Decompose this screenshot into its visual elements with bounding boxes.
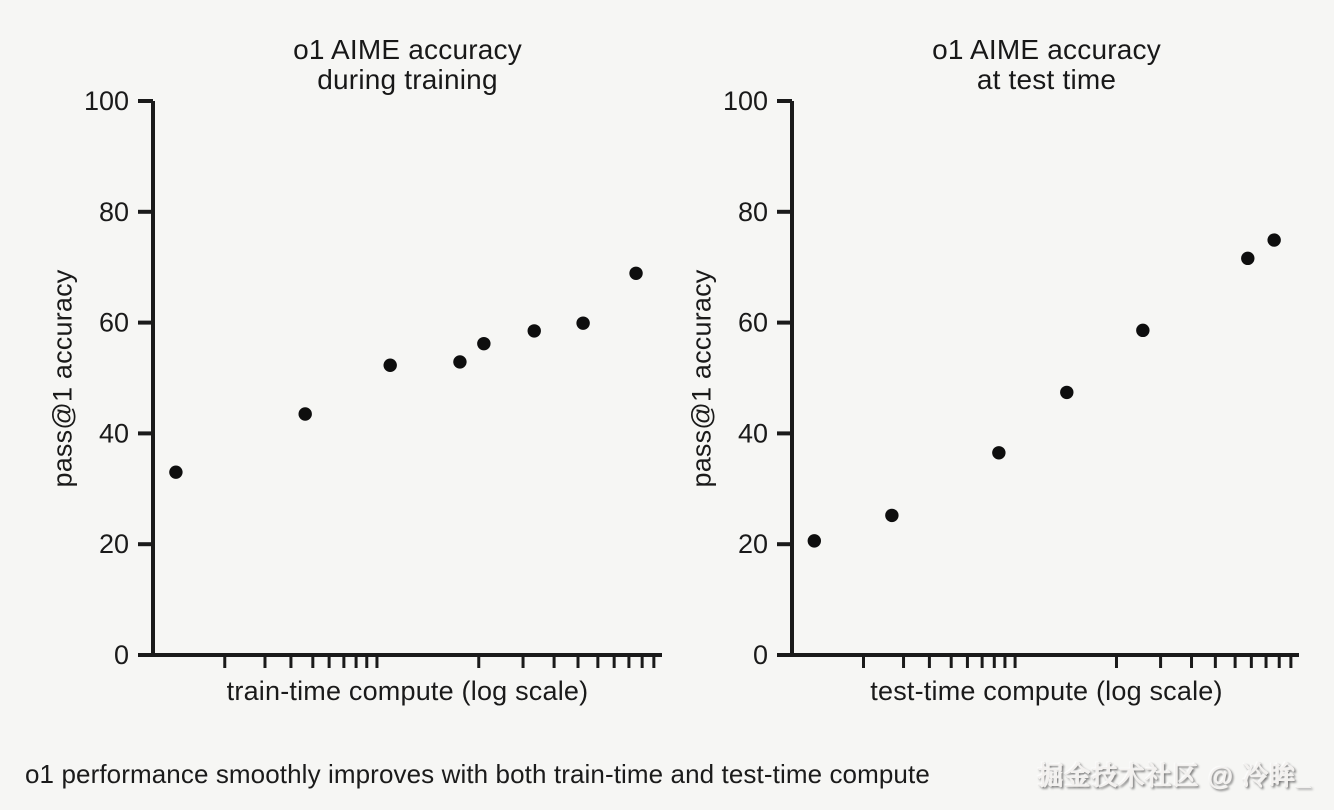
data-point xyxy=(885,509,898,522)
data-point xyxy=(992,446,1005,459)
chart-title-test xyxy=(792,35,1301,95)
y-tick-label: 40 xyxy=(98,418,129,449)
data-point xyxy=(169,465,182,478)
x-axis-label-test: test-time compute (log scale) xyxy=(870,676,1223,706)
chart-title-line: during training xyxy=(317,64,498,95)
y-tick-label: 60 xyxy=(737,307,768,338)
plot-train-time xyxy=(84,86,662,670)
y-tick-label: 100 xyxy=(722,86,768,116)
y-tick-label: 20 xyxy=(737,529,768,560)
data-point xyxy=(576,316,589,329)
y-tick-label: 60 xyxy=(98,307,129,338)
x-axis-label-train: train-time compute (log scale) xyxy=(226,676,589,706)
data-point xyxy=(1136,324,1149,337)
y-axis-label-test: pass@1 accuracy xyxy=(686,269,717,488)
chart-title-line: at test time xyxy=(976,64,1117,95)
data-point xyxy=(1241,252,1254,265)
plot-test-time xyxy=(723,86,1299,670)
y-tick-label: 20 xyxy=(98,529,129,560)
y-tick-label: 0 xyxy=(752,640,768,670)
data-point xyxy=(298,407,311,420)
y-tick-label: 40 xyxy=(737,418,768,449)
data-point xyxy=(808,534,821,547)
data-point xyxy=(1267,233,1280,246)
chart-title-train xyxy=(153,35,662,95)
chart-title-line: o1 AIME accuracy xyxy=(293,34,522,65)
watermark-text: 掘金技术社区 @ 冷眸_ xyxy=(1037,761,1312,791)
chart-title-line: o1 AIME accuracy xyxy=(932,34,1161,65)
data-point xyxy=(1060,386,1073,399)
data-point xyxy=(453,355,466,368)
data-point xyxy=(629,267,642,280)
figure-caption: o1 performance smoothly improves with both train-time and test-time compute xyxy=(25,759,930,789)
y-tick-label: 100 xyxy=(83,86,129,116)
data-point xyxy=(528,324,541,337)
y-tick-label: 80 xyxy=(737,196,768,227)
data-point xyxy=(477,337,490,350)
y-tick-label: 0 xyxy=(113,640,129,670)
y-tick-label: 80 xyxy=(98,196,129,227)
data-point xyxy=(383,359,396,372)
y-axis-label-train: pass@1 accuracy xyxy=(47,269,78,488)
